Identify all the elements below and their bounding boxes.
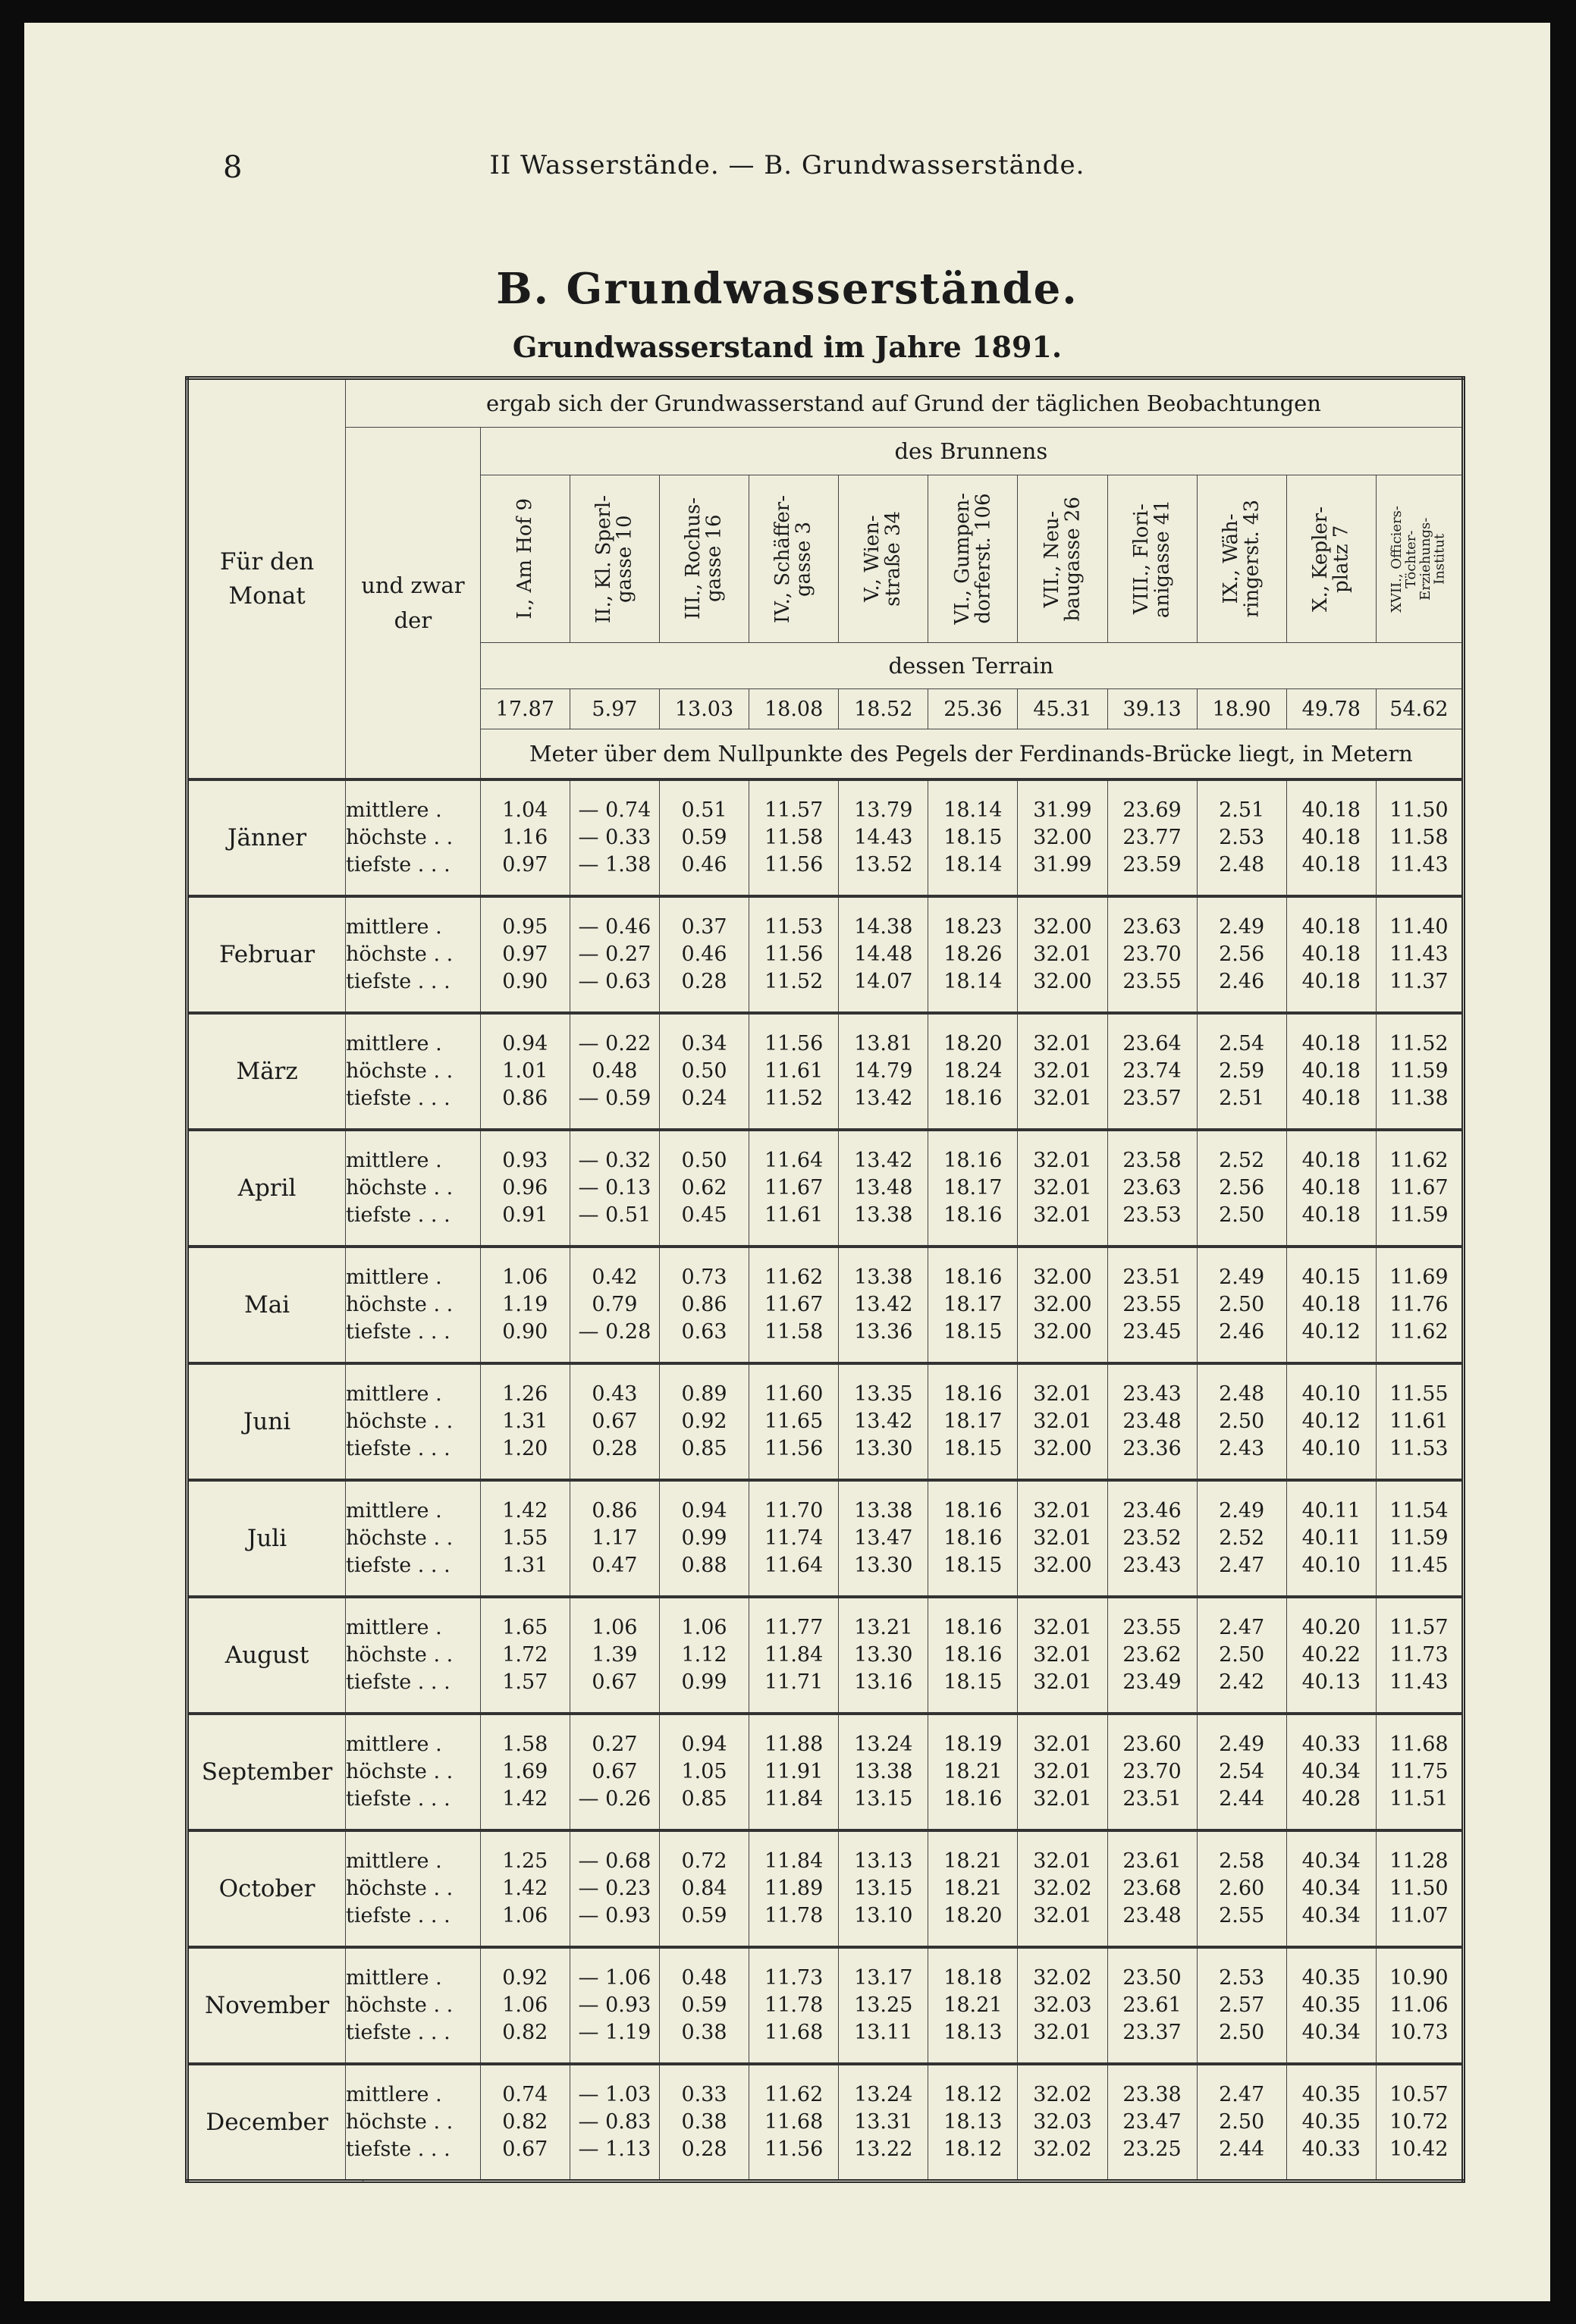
value-cell: 23.50 23.61 23.37	[1107, 1947, 1197, 2064]
value-cell: — 0.32 — 0.13 — 0.51	[570, 1130, 659, 1247]
well-header-cell	[1107, 475, 1197, 643]
value-cell: 18.20 18.24 18.16	[928, 1013, 1018, 1130]
value-cell: 13.81 14.79 13.42	[839, 1013, 928, 1130]
month-name: November	[187, 1947, 346, 2064]
value-cell: — 1.03 — 0.83 — 1.13	[570, 2064, 659, 2181]
value-cell: 11.52 11.59 11.38	[1376, 1013, 1463, 1130]
well-header-cell	[480, 475, 570, 643]
value-cell: 32.00 32.01 32.00	[1018, 896, 1107, 1013]
running-header	[24, 144, 1550, 190]
value-cell: 11.62 11.67 11.58	[749, 1247, 839, 1363]
value-cell: 0.92 1.06 0.82	[480, 1947, 570, 2064]
well-header-cell	[1286, 475, 1376, 643]
value-cell: 13.35 13.42 13.30	[839, 1363, 928, 1480]
month-name: December	[187, 2064, 346, 2181]
value-cell: 40.11 40.11 40.10	[1286, 1480, 1376, 1597]
terrain-value: 49.78	[1286, 689, 1376, 729]
table-row	[187, 896, 1464, 1013]
page-number: 8	[223, 150, 243, 185]
value-cell: 11.53 11.56 11.52	[749, 896, 839, 1013]
value-cell: 13.13 13.15 13.10	[839, 1830, 928, 1947]
value-cell: 11.50 11.58 11.43	[1376, 779, 1463, 896]
value-cell: 11.77 11.84 11.71	[749, 1597, 839, 1714]
value-cell: 0.94 0.99 0.88	[659, 1480, 749, 1597]
month-name: April	[187, 1130, 346, 1247]
well-header-cell	[659, 475, 749, 643]
month-name: März	[187, 1013, 346, 1130]
groundwater-table	[185, 376, 1465, 2183]
value-cell: 0.95 0.97 0.90	[480, 896, 570, 1013]
value-cell: 1.42 1.55 1.31	[480, 1480, 570, 1597]
document-page	[24, 23, 1550, 2301]
kind-labels: mittlere . höchste . . tiefste . . .	[346, 1597, 481, 1714]
value-cell: 13.38 13.47 13.30	[839, 1480, 928, 1597]
well-name: VIII., Flori- anigasse 41	[1129, 499, 1174, 619]
value-cell: 1.26 1.31 1.20	[480, 1363, 570, 1480]
value-cell: 40.18 40.18 40.18	[1286, 779, 1376, 896]
value-cell: 32.02 32.03 32.01	[1018, 1947, 1107, 2064]
well-name: II., Kl. Sperl- gasse 10	[592, 494, 636, 623]
kind-labels: mittlere . höchste . . tiefste . . .	[346, 1947, 481, 2064]
value-cell: 0.89 0.92 0.85	[659, 1363, 749, 1480]
header-terrain: dessen Terrain	[480, 643, 1463, 689]
value-cell: 18.16 18.16 18.15	[928, 1480, 1018, 1597]
value-cell: 11.57 11.73 11.43	[1376, 1597, 1463, 1714]
value-cell: 14.38 14.48 14.07	[839, 896, 928, 1013]
value-cell: 11.70 11.74 11.64	[749, 1480, 839, 1597]
value-cell: 11.28 11.50 11.07	[1376, 1830, 1463, 1947]
table-row	[187, 1013, 1464, 1130]
value-cell: 11.64 11.67 11.61	[749, 1130, 839, 1247]
value-cell: 40.18 40.18 40.18	[1286, 1013, 1376, 1130]
value-cell: 1.58 1.69 1.42	[480, 1714, 570, 1830]
table-row	[187, 1830, 1464, 1947]
value-cell: 23.61 23.68 23.48	[1107, 1830, 1197, 1947]
value-cell: 11.88 11.91 11.84	[749, 1714, 839, 1830]
header-kind: und zwar der	[346, 428, 481, 780]
value-cell: 23.60 23.70 23.51	[1107, 1714, 1197, 1830]
value-cell: 2.48 2.50 2.43	[1197, 1363, 1286, 1480]
value-cell: 11.56 11.61 11.52	[749, 1013, 839, 1130]
value-cell: 13.17 13.25 13.11	[839, 1947, 928, 2064]
table-row	[187, 1947, 1464, 2064]
value-cell: 0.94 1.05 0.85	[659, 1714, 749, 1830]
value-cell: 0.94 1.01 0.86	[480, 1013, 570, 1130]
value-cell: 2.52 2.56 2.50	[1197, 1130, 1286, 1247]
value-cell: 40.35 40.35 40.33	[1286, 2064, 1376, 2181]
value-cell: 13.21 13.30 13.16	[839, 1597, 928, 1714]
value-cell: 11.68 11.75 11.51	[1376, 1714, 1463, 1830]
kind-labels: mittlere . höchste . . tiefste . . .	[346, 2064, 481, 2181]
header-caption-top: ergab sich der Grundwasserstand auf Grund der täglichen Beobachtungen	[346, 378, 1464, 428]
terrain-value: 13.03	[659, 689, 749, 729]
well-name: V., Wien- straße 34	[861, 511, 905, 607]
value-cell: 0.48 0.59 0.38	[659, 1947, 749, 2064]
value-cell: 1.04 1.16 0.97	[480, 779, 570, 896]
value-cell: 18.12 18.13 18.12	[928, 2064, 1018, 2181]
value-cell: 1.06 1.12 0.99	[659, 1597, 749, 1714]
kind-labels: mittlere . höchste . . tiefste . . .	[346, 779, 481, 896]
value-cell: 32.01 32.01 32.01	[1018, 1714, 1107, 1830]
table-row	[187, 1363, 1464, 1480]
value-cell: 32.01 32.01 32.01	[1018, 1130, 1107, 1247]
terrain-value: 54.62	[1376, 689, 1463, 729]
table-row	[187, 1714, 1464, 1830]
kind-labels: mittlere . höchste . . tiefste . . .	[346, 1714, 481, 1830]
section-title: B. Grundwasserstände.	[496, 264, 1078, 314]
value-cell: 40.10 40.12 40.10	[1286, 1363, 1376, 1480]
well-name: IX., Wäh- ringerst. 43	[1219, 500, 1264, 618]
value-cell: 0.72 0.84 0.59	[659, 1830, 749, 1947]
value-cell: 11.84 11.89 11.78	[749, 1830, 839, 1947]
stray-dot: ·	[361, 2173, 366, 2188]
well-name: I., Am Hof 9	[513, 498, 536, 619]
value-cell: 40.34 40.34 40.34	[1286, 1830, 1376, 1947]
terrain-value: 18.90	[1197, 689, 1286, 729]
value-cell: 11.55 11.61 11.53	[1376, 1363, 1463, 1480]
value-cell: 32.02 32.03 32.02	[1018, 2064, 1107, 2181]
well-name: III., Rochus- gasse 16	[682, 497, 726, 620]
value-cell: 13.79 14.43 13.52	[839, 779, 928, 896]
table-row	[187, 1597, 1464, 1714]
value-cell: 40.33 40.34 40.28	[1286, 1714, 1376, 1830]
value-cell: 23.64 23.74 23.57	[1107, 1013, 1197, 1130]
kind-labels: mittlere . höchste . . tiefste . . .	[346, 1247, 481, 1363]
value-cell: 0.86 1.17 0.47	[570, 1480, 659, 1597]
value-cell: — 0.74 — 0.33 — 1.38	[570, 779, 659, 896]
value-cell: 13.24 13.38 13.15	[839, 1714, 928, 1830]
value-cell: 11.54 11.59 11.45	[1376, 1480, 1463, 1597]
value-cell: 32.01 32.01 32.01	[1018, 1597, 1107, 1714]
value-cell: 18.16 18.17 18.15	[928, 1247, 1018, 1363]
well-name: XVII., Officiers- Töchter- Erziehungs- Institut	[1389, 505, 1448, 613]
header-brunnen: des Brunnens	[480, 428, 1463, 475]
kind-labels: mittlere . höchste . . tiefste . . .	[346, 1130, 481, 1247]
value-cell: 2.49 2.50 2.46	[1197, 1247, 1286, 1363]
header-month: Für den Monat	[187, 378, 346, 780]
value-cell: 0.27 0.67 — 0.26	[570, 1714, 659, 1830]
month-name: Februar	[187, 896, 346, 1013]
terrain-value: 45.31	[1018, 689, 1107, 729]
value-cell: — 1.06 — 0.93 — 1.19	[570, 1947, 659, 2064]
terrain-value: 39.13	[1107, 689, 1197, 729]
value-cell: 0.43 0.67 0.28	[570, 1363, 659, 1480]
value-cell: 1.06 1.19 0.90	[480, 1247, 570, 1363]
value-cell: 2.47 2.50 2.44	[1197, 2064, 1286, 2181]
value-cell: 23.46 23.52 23.43	[1107, 1480, 1197, 1597]
month-name: August	[187, 1597, 346, 1714]
value-cell: 2.58 2.60 2.55	[1197, 1830, 1286, 1947]
value-cell: 40.35 40.35 40.34	[1286, 1947, 1376, 2064]
terrain-value: 5.97	[570, 689, 659, 729]
value-cell: 2.49 2.54 2.44	[1197, 1714, 1286, 1830]
value-cell: 0.73 0.86 0.63	[659, 1247, 749, 1363]
value-cell: 31.99 32.00 31.99	[1018, 779, 1107, 896]
value-cell: 0.33 0.38 0.28	[659, 2064, 749, 2181]
terrain-value: 18.52	[839, 689, 928, 729]
kind-labels: mittlere . höchste . . tiefste . . .	[346, 1013, 481, 1130]
value-cell: 18.14 18.15 18.14	[928, 779, 1018, 896]
value-cell: 23.55 23.62 23.49	[1107, 1597, 1197, 1714]
value-cell: 11.40 11.43 11.37	[1376, 896, 1463, 1013]
value-cell: 11.62 11.67 11.59	[1376, 1130, 1463, 1247]
kind-labels: mittlere . höchste . . tiefste . . .	[346, 896, 481, 1013]
value-cell: 10.57 10.72 10.42	[1376, 2064, 1463, 2181]
well-header-cell	[839, 475, 928, 643]
value-cell: 18.18 18.21 18.13	[928, 1947, 1018, 2064]
value-cell: 18.21 18.21 18.20	[928, 1830, 1018, 1947]
value-cell: 0.42 0.79 — 0.28	[570, 1247, 659, 1363]
kind-labels: mittlere . höchste . . tiefste . . .	[346, 1830, 481, 1947]
value-cell: 32.01 32.01 32.00	[1018, 1363, 1107, 1480]
well-header-cell	[1376, 475, 1463, 643]
table-title: Grundwasserstand im Jahre 1891.	[512, 330, 1063, 364]
value-cell: 10.90 11.06 10.73	[1376, 1947, 1463, 2064]
value-cell: 2.49 2.52 2.47	[1197, 1480, 1286, 1597]
value-cell: 23.63 23.70 23.55	[1107, 896, 1197, 1013]
value-cell: 32.00 32.00 32.00	[1018, 1247, 1107, 1363]
value-cell: 23.51 23.55 23.45	[1107, 1247, 1197, 1363]
value-cell: — 0.22 0.48 — 0.59	[570, 1013, 659, 1130]
value-cell: 40.18 40.18 40.18	[1286, 896, 1376, 1013]
value-cell: 11.69 11.76 11.62	[1376, 1247, 1463, 1363]
value-cell: 13.24 13.31 13.22	[839, 2064, 928, 2181]
value-cell: 18.16 18.17 18.16	[928, 1130, 1018, 1247]
value-cell: 11.60 11.65 11.56	[749, 1363, 839, 1480]
value-cell: 1.06 1.39 0.67	[570, 1597, 659, 1714]
well-header-cell	[749, 475, 839, 643]
well-header-cell	[928, 475, 1018, 643]
value-cell: 40.15 40.18 40.12	[1286, 1247, 1376, 1363]
table-row	[187, 779, 1464, 896]
table-row	[187, 2064, 1464, 2181]
well-name: IV., Schäffer- gasse 3	[771, 494, 815, 623]
value-cell: 13.42 13.48 13.38	[839, 1130, 928, 1247]
value-cell: 13.38 13.42 13.36	[839, 1247, 928, 1363]
value-cell: 0.93 0.96 0.91	[480, 1130, 570, 1247]
value-cell: 2.49 2.56 2.46	[1197, 896, 1286, 1013]
table-wrapper	[185, 376, 1465, 2183]
kind-labels: mittlere . höchste . . tiefste . . .	[346, 1363, 481, 1480]
well-header-cell	[1197, 475, 1286, 643]
value-cell: 18.23 18.26 18.14	[928, 896, 1018, 1013]
value-cell: 1.25 1.42 1.06	[480, 1830, 570, 1947]
terrain-value: 25.36	[928, 689, 1018, 729]
well-name: X., Kepler- platz 7	[1308, 506, 1353, 612]
kind-labels: mittlere . höchste . . tiefste . . .	[346, 1480, 481, 1597]
month-name: Juni	[187, 1363, 346, 1480]
value-cell: 18.19 18.21 18.16	[928, 1714, 1018, 1830]
value-cell: 2.54 2.59 2.51	[1197, 1013, 1286, 1130]
value-cell: 23.43 23.48 23.36	[1107, 1363, 1197, 1480]
value-cell: 11.73 11.78 11.68	[749, 1947, 839, 2064]
table-row	[187, 1480, 1464, 1597]
header-meter: Meter über dem Nullpunkte des Pegels der Ferdinands-Brücke liegt, in Metern	[480, 729, 1463, 780]
value-cell: 0.74 0.82 0.67	[480, 2064, 570, 2181]
well-header-cell	[1018, 475, 1107, 643]
value-cell: 32.01 32.02 32.01	[1018, 1830, 1107, 1947]
value-cell: 0.50 0.62 0.45	[659, 1130, 749, 1247]
well-name: VI., Gumpen- dorferst. 106	[950, 493, 994, 625]
value-cell: 1.65 1.72 1.57	[480, 1597, 570, 1714]
value-cell: 0.51 0.59 0.46	[659, 779, 749, 896]
value-cell: 18.16 18.16 18.15	[928, 1597, 1018, 1714]
value-cell: 11.62 11.68 11.56	[749, 2064, 839, 2181]
value-cell: 32.01 32.01 32.01	[1018, 1013, 1107, 1130]
well-name: VII., Neu- baugasse 26	[1040, 496, 1084, 622]
well-header-cell	[570, 475, 659, 643]
value-cell: 40.18 40.18 40.18	[1286, 1130, 1376, 1247]
month-name: Juli	[187, 1480, 346, 1597]
value-cell: — 0.68 — 0.23 — 0.93	[570, 1830, 659, 1947]
value-cell: 23.69 23.77 23.59	[1107, 779, 1197, 896]
value-cell: 23.38 23.47 23.25	[1107, 2064, 1197, 2181]
value-cell: 0.37 0.46 0.28	[659, 896, 749, 1013]
terrain-value: 18.08	[749, 689, 839, 729]
month-name: Jänner	[187, 779, 346, 896]
value-cell: 32.01 32.01 32.00	[1018, 1480, 1107, 1597]
month-name: Mai	[187, 1247, 346, 1363]
value-cell: 2.47 2.50 2.42	[1197, 1597, 1286, 1714]
value-cell: 2.51 2.53 2.48	[1197, 779, 1286, 896]
terrain-value: 17.87	[480, 689, 570, 729]
value-cell: 0.34 0.50 0.24	[659, 1013, 749, 1130]
value-cell: 11.57 11.58 11.56	[749, 779, 839, 896]
month-name: September	[187, 1714, 346, 1830]
table-row	[187, 1247, 1464, 1363]
table-row	[187, 1130, 1464, 1247]
running-title: II Wasserstände. — B. Grundwasserstände.	[489, 150, 1085, 180]
month-name: October	[187, 1830, 346, 1947]
value-cell: — 0.46 — 0.27 — 0.63	[570, 896, 659, 1013]
value-cell: 18.16 18.17 18.15	[928, 1363, 1018, 1480]
value-cell: 23.58 23.63 23.53	[1107, 1130, 1197, 1247]
value-cell: 40.20 40.22 40.13	[1286, 1597, 1376, 1714]
value-cell: 2.53 2.57 2.50	[1197, 1947, 1286, 2064]
